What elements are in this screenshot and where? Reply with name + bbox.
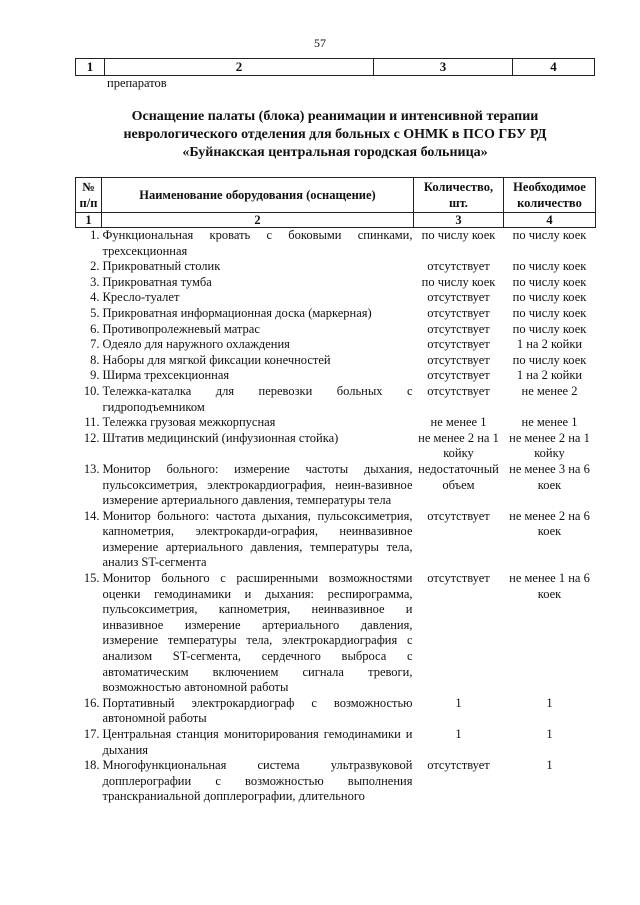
equipment-name: Многофункциональная система ультразвуковой допплерографии с возможностью выполнения транскраниальной допплерографии, длительного <box>102 758 413 804</box>
quantity-value: по числу коек <box>421 228 496 242</box>
quantity-value: недостаточный объем <box>418 461 499 492</box>
table-row <box>76 306 596 322</box>
title-line-1: Оснащение палаты (блока) реанимации и интенсивной терапии <box>131 109 539 124</box>
quantity-value: по числу коек <box>421 274 496 289</box>
table-row <box>76 509 596 571</box>
carryover-text: препаратов <box>107 76 167 90</box>
column-number-3: 3 <box>414 213 504 228</box>
row-number: 2. <box>90 259 100 274</box>
row-number: 7. <box>90 337 100 352</box>
quantity-value: не менее 2 на 1 койку <box>418 430 499 461</box>
equipment-table <box>75 177 596 805</box>
required-quantity: 1 на 2 койки <box>516 368 583 383</box>
quantity-value: отсутствует <box>427 290 490 305</box>
quantity-value: отсутствует <box>427 383 490 398</box>
table-row <box>76 259 596 275</box>
title-line-2: неврологического отделения для больных с ОНМК в ПСО ГБУ РД <box>123 127 547 142</box>
row-number: 1. <box>90 228 100 242</box>
row-number: 8. <box>90 352 100 367</box>
required-quantity: 1 на 2 койки <box>516 337 583 352</box>
required-quantity: не менее 2 на 1 койку <box>509 430 590 461</box>
required-quantity: по числу коек <box>512 305 587 320</box>
equipment-name: Тележка-каталка для перевозки больных с гидроподъемником <box>102 383 413 414</box>
row-number: 11. <box>84 415 100 430</box>
required-quantity: не менее 3 на 6 коек <box>509 461 590 492</box>
equipment-name: Одеяло для наружного охлаждения <box>102 337 290 352</box>
quantity-value: отсутствует <box>427 259 490 274</box>
header-quantity: Количество, шт. <box>414 178 504 213</box>
column-number-row <box>76 213 596 228</box>
section-title <box>75 108 595 162</box>
row-number: 16. <box>83 695 100 710</box>
quantity-value: не менее 1 <box>430 415 487 430</box>
header-number: № п/п <box>76 178 102 213</box>
equipment-name: Кресло-туалет <box>102 290 180 305</box>
required-quantity: не менее 1 на 6 коек <box>509 571 590 601</box>
quantity-value: отсутствует <box>427 337 490 352</box>
required-quantity: по числу коек <box>512 228 587 242</box>
row-number: 6. <box>90 321 100 336</box>
prev-col-2: 2 <box>105 59 374 76</box>
equipment-name: Монитор больного с расширенными возможностями оценки гемодинамики и дыхания: респирограмма, пульсоксиметрия, капнометрия, неинвазивное и инвазивное измерение артериального давления, измерение температуры тела, электрокардиография с анализом ST-сегмента, сердечного выброса с автоматическим включением сигнала тревоги, возможностью автономной работы <box>102 571 413 695</box>
equipment-name: Противопролежневый матрас <box>102 321 260 336</box>
table-row <box>76 727 596 758</box>
row-number: 14. <box>83 508 100 523</box>
row-number: 13. <box>83 461 100 476</box>
header-name: Наименование оборудования (оснащение) <box>102 178 414 213</box>
column-number-1: 1 <box>76 213 102 228</box>
prev-col-3: 3 <box>374 59 513 76</box>
table-row <box>76 228 596 260</box>
table-row <box>76 275 596 291</box>
quantity-value: 1 <box>455 727 462 741</box>
quantity-value: отсутствует <box>427 368 490 383</box>
table-header-row <box>76 178 596 213</box>
table-row <box>76 368 596 384</box>
row-number: 9. <box>90 368 100 383</box>
column-number-4: 4 <box>504 213 596 228</box>
column-number-2: 2 <box>102 213 414 228</box>
row-number: 4. <box>90 290 100 305</box>
quantity-value: отсутствует <box>427 305 490 320</box>
prev-col-4: 4 <box>513 59 595 76</box>
table-row <box>76 337 596 353</box>
table-row <box>76 571 596 696</box>
quantity-value: отсутствует <box>427 508 490 523</box>
equipment-name: Прикроватная информационная доска (маркерная) <box>102 305 372 320</box>
row-number: 3. <box>90 274 100 289</box>
equipment-name: Штатив медицинский (инфузионная стойка) <box>102 430 339 445</box>
table-row <box>76 462 596 509</box>
equipment-name: Портативный электрокардиограф с возможностью автономной работы <box>102 695 413 726</box>
required-quantity: по числу коек <box>512 259 587 274</box>
quantity-value: отсутствует <box>427 571 490 586</box>
row-number: 18. <box>83 758 100 773</box>
required-quantity: 1 <box>546 727 553 741</box>
table-row <box>76 384 596 415</box>
quantity-value: отсутствует <box>427 321 490 336</box>
row-number: 17. <box>83 727 100 741</box>
table-body <box>76 228 596 805</box>
quantity-value: отсутствует <box>427 758 490 773</box>
required-quantity: по числу коек <box>512 352 587 367</box>
required-quantity: не менее 2 на 6 коек <box>509 508 590 539</box>
required-quantity: 1 <box>546 695 553 710</box>
equipment-name: Функциональная кровать с боковыми спинками, трехсекционная <box>102 228 413 258</box>
table-row <box>76 322 596 338</box>
equipment-name: Монитор больного: измерение частоты дыхания, пульсоксиметрия, электрокардиография, неин-вазивное измерение артериального давления, температуры тела <box>102 461 413 508</box>
equipment-name: Центральная станция мониторирования гемодинамики и дыхания <box>102 727 413 757</box>
prev-col-1: 1 <box>76 59 105 76</box>
row-number: 5. <box>90 305 100 320</box>
quantity-value: отсутствует <box>427 352 490 367</box>
equipment-name: Прикроватная тумба <box>102 274 212 289</box>
row-number: 10. <box>83 383 100 398</box>
table-row <box>76 353 596 369</box>
page-number: 57 <box>314 36 326 50</box>
previous-table-header-row <box>75 58 595 76</box>
required-quantity: по числу коек <box>512 321 587 336</box>
table-row <box>76 290 596 306</box>
header-required: Необходимое количество <box>504 178 596 213</box>
table-row <box>76 696 596 727</box>
required-quantity: по числу коек <box>512 274 587 289</box>
row-number: 15. <box>83 571 100 586</box>
title-line-3: «Буйнакская центральная городская больница» <box>182 145 488 160</box>
equipment-name: Наборы для мягкой фиксации конечностей <box>102 352 331 367</box>
required-quantity: 1 <box>546 758 553 773</box>
table-row <box>76 758 596 805</box>
required-quantity: не менее 2 <box>521 383 578 398</box>
required-quantity: не менее 1 <box>521 415 578 430</box>
equipment-name: Тележка грузовая межкорпусная <box>102 415 276 430</box>
quantity-value: 1 <box>455 695 462 710</box>
row-number: 12. <box>83 430 100 445</box>
equipment-name: Монитор больного: частота дыхания, пульсоксиметрия, капнометрия, электрокарди-ография, неинвазивное измерение артериального давления, температуры тела, анализ ST-сегмента <box>102 508 413 570</box>
table-row <box>76 431 596 462</box>
required-quantity: по числу коек <box>512 290 587 305</box>
equipment-name: Прикроватный столик <box>102 259 221 274</box>
table-row <box>76 415 596 431</box>
equipment-name: Ширма трехсекционная <box>102 368 230 383</box>
